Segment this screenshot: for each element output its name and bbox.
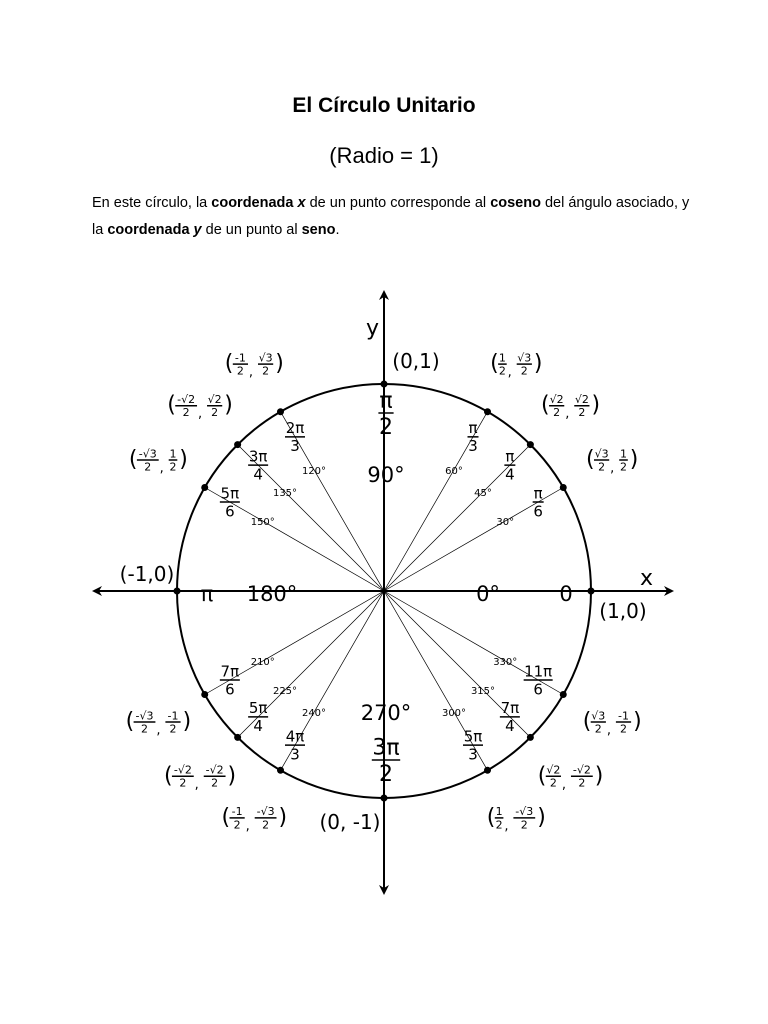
angle-30-radian-label-num: π xyxy=(533,484,543,503)
angle-60-radian-label-num: π xyxy=(468,419,478,438)
intro-text-1: En este círculo, la xyxy=(92,195,212,211)
angle-330-coord-label-x-num: √3 xyxy=(591,709,606,723)
angle-150-coord-label-x-den: 2 xyxy=(144,460,152,474)
angle-150-point xyxy=(201,484,208,491)
intro-bold-coordenada-y: coordenada xyxy=(107,222,194,238)
angle-240-coord-label-close: ) xyxy=(278,804,288,830)
angle-135-degree-label: 135° xyxy=(272,488,298,500)
angle-210-radian-label-den: 6 xyxy=(225,680,235,699)
angle-240-coord-label-open: ( xyxy=(221,804,231,830)
angle-300-coord-label-open: ( xyxy=(486,804,496,830)
angle-210-coord-label-x-den: 2 xyxy=(141,722,149,736)
angle-315-coord-label-open: ( xyxy=(537,763,547,789)
angle-330-coord-label-y-den: 2 xyxy=(619,722,627,736)
angle-330-radian-label-num: 11π xyxy=(524,662,553,681)
angle-300-point xyxy=(484,767,491,774)
angle-120-radian-label-den: 3 xyxy=(290,437,300,456)
angle-330-coord-label-comma: , xyxy=(606,723,611,738)
intro-text-5: . xyxy=(335,222,340,238)
angle-315-coord-label-y-den: 2 xyxy=(578,776,586,790)
angle-120-degree-label: 120° xyxy=(301,465,327,477)
angle-225-coord-label-open: ( xyxy=(163,763,173,789)
angle-120-coord-label-open: ( xyxy=(224,351,234,377)
angle-60-radian-label-den: 3 xyxy=(468,437,478,456)
angle-135-radian-label-num: 3π xyxy=(248,447,268,466)
angle-210-coord-label-open: ( xyxy=(125,709,135,734)
angle-45-radian-label-num: π xyxy=(505,447,515,466)
angle-270-point xyxy=(381,795,388,802)
angle-30-degree-label: 30° xyxy=(496,517,515,528)
angle-60-coord-label-y-den: 2 xyxy=(520,364,528,378)
angle-120-coord-label-x-num: -1 xyxy=(234,351,246,365)
intro-text-2: de un punto corresponde al xyxy=(305,195,491,211)
angle-120-coord-label-x-den: 2 xyxy=(236,364,244,378)
angle-315-coord-label-x-den: 2 xyxy=(549,776,557,790)
angle-150-radian-label-den: 6 xyxy=(225,502,235,521)
angle-45-point xyxy=(527,441,534,448)
angle-180-degree-label: 180° xyxy=(246,582,298,606)
angle-45-coord-label-open: ( xyxy=(541,392,550,418)
angle-330-degree-label: 330° xyxy=(493,657,518,668)
angle-135-coord-label-x-den: 2 xyxy=(182,406,190,420)
angle-315-radian-label-den: 4 xyxy=(505,717,515,736)
angle-150-radian-label-num: 5π xyxy=(220,484,240,503)
angle-315-coord-label-y-num: -√2 xyxy=(572,763,591,777)
angle-210-degree-label: 210° xyxy=(250,657,275,668)
angle-135-coord-label-y-num: √2 xyxy=(207,392,222,406)
angle-300-radian-label-num: 5π xyxy=(463,727,483,746)
angle-90-point xyxy=(381,381,388,388)
angle-210-coord-label-comma: , xyxy=(156,723,161,738)
angle-270-coord-label: (0, -1) xyxy=(319,810,381,834)
angle-135-coord-label-x-num: -√2 xyxy=(177,392,196,406)
angle-135-coord-label-open: ( xyxy=(167,392,176,418)
angle-60-coord-label-x-den: 2 xyxy=(498,364,506,378)
intro-bold-y: y xyxy=(193,222,202,238)
angle-60-coord-label-x-num: 1 xyxy=(498,351,506,365)
intro-bold-coseno: coseno xyxy=(490,195,541,211)
angle-30-coord-label-open: ( xyxy=(585,447,595,472)
angle-225-coord-label-x-num: -√2 xyxy=(173,763,192,777)
angle-60-coord-label-open: ( xyxy=(490,351,499,377)
angle-300-coord-label-comma: , xyxy=(504,818,509,834)
angle-225-coord-label-y-num: -√2 xyxy=(205,763,224,777)
angle-210-coord-label-close: ) xyxy=(182,709,192,734)
angle-90-degree-label: 90° xyxy=(367,463,405,487)
angle-60-coord-label-close: ) xyxy=(533,351,543,377)
angle-315-radian-label-num: 7π xyxy=(500,699,520,718)
angle-150-coord-label-y-den: 2 xyxy=(169,460,177,474)
intro-bold-coordenada-x: coordenada xyxy=(211,195,298,211)
angle-315-coord-label-x-num: √2 xyxy=(546,763,561,777)
angle-0-point xyxy=(588,588,595,595)
angle-30-point xyxy=(560,484,567,491)
angle-210-point xyxy=(201,691,208,698)
intro-text-3: del ángulo asociado, y la xyxy=(92,195,690,238)
angle-135-radian-label-den: 4 xyxy=(253,465,263,484)
angle-315-degree-label: 315° xyxy=(470,685,496,697)
intro-bold-seno: seno xyxy=(301,222,336,238)
angle-270-radian-label-den: 2 xyxy=(379,761,393,787)
angle-120-coord-label-comma: , xyxy=(248,365,254,381)
angle-45-coord-label-y-num: √2 xyxy=(574,392,589,406)
angle-135-point xyxy=(234,441,241,448)
angle-300-coord-label-y-num: -√3 xyxy=(515,805,534,819)
angle-300-coord-label-x-num: 1 xyxy=(495,805,503,819)
angle-240-coord-label-y-num: -√3 xyxy=(256,805,275,819)
angle-45-radian-label-den: 4 xyxy=(505,465,515,484)
angle-45-coord-label-comma: , xyxy=(565,406,570,422)
angle-240-degree-label: 240° xyxy=(301,708,327,720)
angle-225-degree-label: 225° xyxy=(272,685,298,697)
angle-150-coord-label-close: ) xyxy=(179,447,188,472)
angle-45-coord-label-x-num: √2 xyxy=(549,392,564,406)
angle-120-coord-label-y-den: 2 xyxy=(262,364,270,378)
angle-120-coord-label-y-num: √3 xyxy=(258,351,273,365)
angle-330-radian-label-den: 6 xyxy=(533,680,543,699)
angle-45-coord-label-close: ) xyxy=(591,392,601,418)
angle-315-coord-label-comma: , xyxy=(561,777,567,793)
angle-300-coord-label-y-den: 2 xyxy=(520,818,528,832)
angle-30-coord-label-y-num: 1 xyxy=(619,447,627,461)
angle-300-coord-label-x-den: 2 xyxy=(495,818,503,832)
angle-270-radian-label-num: 3π xyxy=(372,735,400,761)
angle-30-coord-label-close: ) xyxy=(629,447,639,472)
x-axis-label: x xyxy=(640,566,654,591)
angle-180-radian-label: π xyxy=(200,582,214,606)
angle-300-degree-label: 300° xyxy=(441,708,467,720)
angle-150-coord-label-comma: , xyxy=(159,461,164,476)
angle-225-coord-label-close: ) xyxy=(227,763,237,789)
angle-240-radian-label-num: 4π xyxy=(285,727,305,746)
angle-135-coord-label-y-den: 2 xyxy=(211,406,219,420)
page-subtitle: (Radio = 1) xyxy=(329,143,439,168)
angle-330-coord-label-x-den: 2 xyxy=(594,722,602,736)
intro-text-4: de un punto al xyxy=(201,222,302,238)
angle-240-radian-label-den: 3 xyxy=(290,745,300,764)
angle-240-coord-label-x-num: -1 xyxy=(231,805,243,819)
angle-150-coord-label-y-num: 1 xyxy=(169,447,177,461)
angle-120-coord-label-close: ) xyxy=(275,351,284,377)
angle-90-coord-label: (0,1) xyxy=(392,349,440,373)
angle-0-coord-label: (1,0) xyxy=(599,599,647,623)
angle-225-coord-label-x-den: 2 xyxy=(179,776,187,790)
angle-30-coord-label-x-den: 2 xyxy=(598,460,606,474)
angle-150-coord-label-open: ( xyxy=(128,447,138,472)
page-title: El Círculo Unitario xyxy=(292,94,476,117)
angle-240-coord-label-y-den: 2 xyxy=(262,818,270,832)
angle-90-radian-label-den: 2 xyxy=(379,414,393,440)
angle-30-coord-label-comma: , xyxy=(610,461,615,476)
angle-135-coord-label-comma: , xyxy=(197,406,203,422)
angle-330-point xyxy=(560,691,567,698)
angle-315-coord-label-close: ) xyxy=(594,763,604,789)
angle-90-radian-label-num: π xyxy=(379,388,393,414)
angle-210-radian-label-num: 7π xyxy=(220,662,240,681)
angle-120-point xyxy=(277,408,284,415)
angle-210-coord-label-y-num: -1 xyxy=(167,709,179,723)
angle-60-coord-label-y-num: √3 xyxy=(517,351,532,365)
angle-150-degree-label: 150° xyxy=(250,517,275,528)
angle-30-radian-label-den: 6 xyxy=(533,502,543,521)
angle-0-radian-label: 0 xyxy=(559,582,573,606)
angle-240-coord-label-x-den: 2 xyxy=(233,818,241,832)
angle-225-coord-label-comma: , xyxy=(194,777,199,793)
angle-30-coord-label-x-num: √3 xyxy=(594,447,609,461)
angle-225-coord-label-y-den: 2 xyxy=(211,776,219,790)
angle-60-coord-label-comma: , xyxy=(507,365,512,381)
angle-300-radian-label-den: 3 xyxy=(468,745,478,764)
angle-120-radian-label-num: 2π xyxy=(285,419,305,438)
angle-240-coord-label-comma: , xyxy=(245,818,250,834)
angle-210-coord-label-x-num: -√3 xyxy=(135,709,154,723)
angle-330-coord-label-y-num: -1 xyxy=(618,709,629,723)
angle-45-coord-label-y-den: 2 xyxy=(578,406,586,420)
angle-270-degree-label: 270° xyxy=(360,701,412,725)
angle-150-coord-label-x-num: -√3 xyxy=(138,447,157,461)
angle-225-point xyxy=(234,734,241,741)
angle-240-point xyxy=(277,767,284,774)
angle-225-radian-label-num: 5π xyxy=(248,699,268,718)
angle-330-coord-label-close: ) xyxy=(633,709,642,734)
intro-bold-x: x xyxy=(297,195,306,211)
angle-135-coord-label-close: ) xyxy=(224,392,233,418)
angle-60-point xyxy=(484,408,491,415)
angle-330-coord-label-open: ( xyxy=(582,709,592,734)
angle-60-degree-label: 60° xyxy=(445,465,463,477)
angle-45-degree-label: 45° xyxy=(474,488,492,500)
angle-300-coord-label-close: ) xyxy=(537,804,546,830)
angle-225-radian-label-den: 4 xyxy=(253,717,263,736)
angle-45-coord-label-x-den: 2 xyxy=(553,406,561,420)
angle-0-degree-label: 0° xyxy=(476,582,500,606)
angle-180-point xyxy=(174,588,181,595)
angle-180-coord-label: (-1,0) xyxy=(119,562,175,586)
angle-30-coord-label-y-den: 2 xyxy=(619,460,627,474)
angle-210-coord-label-y-den: 2 xyxy=(169,722,177,736)
angle-315-point xyxy=(527,734,534,741)
y-axis-label: y xyxy=(366,316,380,341)
